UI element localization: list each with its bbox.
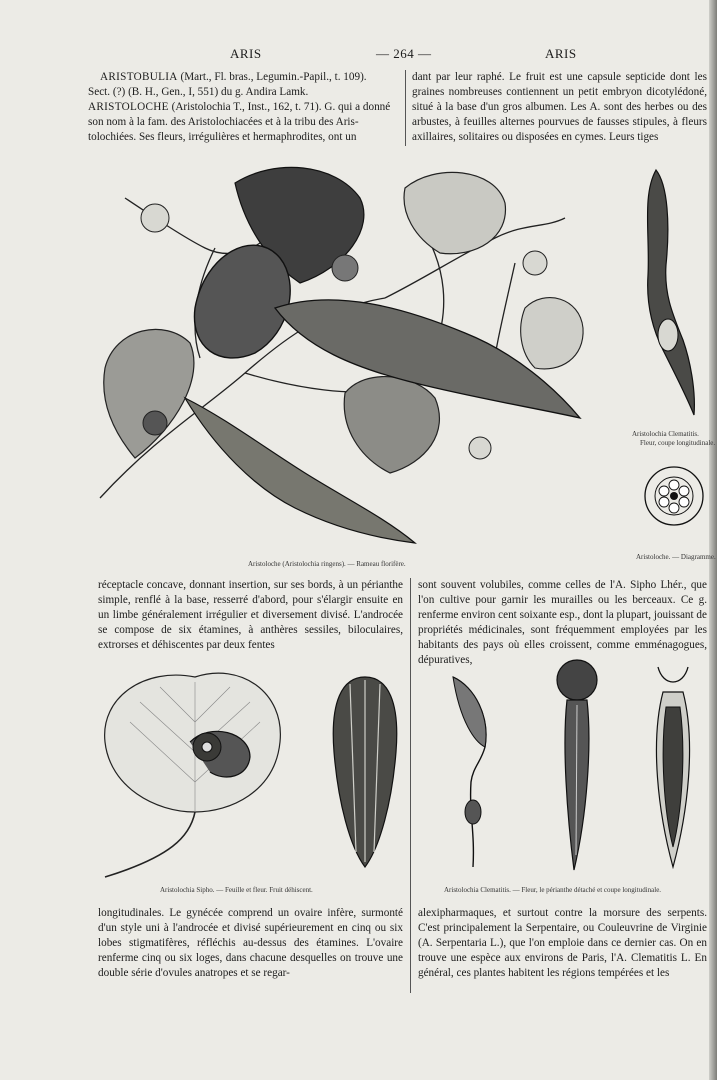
middle-left-column <box>98 578 403 653</box>
main-figure-caption: Aristoloche (Aristolochia ringens). — Rameau florifère. <box>248 560 406 568</box>
page-number: — 264 — <box>376 46 432 61</box>
entry-text: tolochiées. Ses fleurs, irrégulières et hermaphrodites, ont un <box>88 131 357 144</box>
top-left-column <box>88 70 396 145</box>
paragraph: alexipharmaques, et surtout contre la morsure des serpents. C'est principalement la Serpentaire, ou Couleuvrine de Virginie (A. Serpentaria L.), que l'on emploie dans ce dernier cas. On en trouve une espèce aux environs de Paris, l'A. Clematitis L. En général, ces plantes habitent les régions tempérées et les <box>418 907 707 980</box>
clematitis-flower-engraving <box>445 672 495 872</box>
paragraph: réceptacle concave, donnant insertion, sur ses bords, à un périanthe simple, renflé à la base, resserré d'abord, pour s'élargir ensuite en un limbe généralement irrégulier et diversement divisé. L'androcée se compose de six étamines, à anthères sessiles, biloculaires, extrorses et déhiscentes par deux fentes <box>98 579 403 652</box>
paragraph: longitudinales. Le gynécée comprend un ovaire infère, surmonté d'un style uni à l'androcée et divisé supérieurement en cinq ou six lobes stigmatifères, réfléchis au-dessus des étamines. L'ovaire renferme cinq ou six loges, dans chacune desquelles on trouve une double série d'ovules anatropes et se regar- <box>98 907 403 980</box>
running-head-left: ARIS <box>230 46 262 61</box>
bottom-right-column <box>418 906 707 981</box>
bottom-left-column <box>98 906 403 981</box>
entry-text: Sect. (?) (B. H., Gen., I, 551) du g. Andira Lamk. <box>88 86 309 99</box>
top-right-column <box>412 70 707 145</box>
sipho-caption: Aristolochia Sipho. — Feuille et fleur. Fruit déhiscent. <box>160 886 313 894</box>
column-rule <box>405 70 406 146</box>
diagram-caption: Aristoloche. — Diagramme. <box>636 553 716 561</box>
column-rule <box>410 578 411 993</box>
aristolochia-sipho-leaf-engraving <box>100 662 290 882</box>
sipho-fruit-engraving <box>328 672 402 872</box>
clematitis-caption-line2: Fleur, coupe longitudinale. <box>640 439 716 447</box>
clematitis-bottom-caption: Aristolochia Clematitis. — Fleur, le périanthe détaché et coupe longitudinale. <box>444 886 662 894</box>
entry-aristobulia: ARISTOBULIA <box>100 71 178 83</box>
clematitis-caption-line1: Aristolochia Clematitis. <box>632 430 699 438</box>
floral-diagram <box>643 465 705 527</box>
clematitis-flower-section <box>628 165 698 425</box>
entry-text: (Mart., Fl. bras., Legumin.-Papil., t. 109). <box>177 71 367 83</box>
clematitis-ovary-engraving <box>552 655 602 875</box>
running-head-right: ARIS <box>545 46 577 61</box>
paragraph: dant par leur raphé. Le fruit est une capsule septicide dont les graines nombreuses contiennent un petit embryon dicotylédoné, situé à la base d'un gros albumen. Les A. sont des herbes ou des arbustes, à feuilles alternes pourvues de fausses stipules, à fleurs axillaires, solitaires ou disposées en cymes. Leurs tiges <box>412 71 707 144</box>
paragraph: sont souvent volubiles, comme celles de l'A. Sipho Lhér., que l'on cultive pour garnir les murailles ou les berceaux. Ce g. renferme environ cent soixante esp., dont la plupart, jouissant de propriétés médicinales, sont fréquemment employées par les habitants des pays où elles croissent, comme emménagogues, dépuratives, <box>418 579 707 667</box>
entry-text: (Aristolochia T., Inst., 162, t. 71). G. qui a donné <box>168 101 391 114</box>
entry-aristoloche: ARISTOLOCHE <box>88 101 169 114</box>
entry-text: son nom à la fam. des Aristolochiacées et à la tribu des Aris- <box>88 116 359 129</box>
page-edge-shadow <box>709 0 717 1080</box>
aristolochia-ringens-engraving <box>95 158 595 558</box>
clematitis-longitudinal-section <box>648 662 698 872</box>
